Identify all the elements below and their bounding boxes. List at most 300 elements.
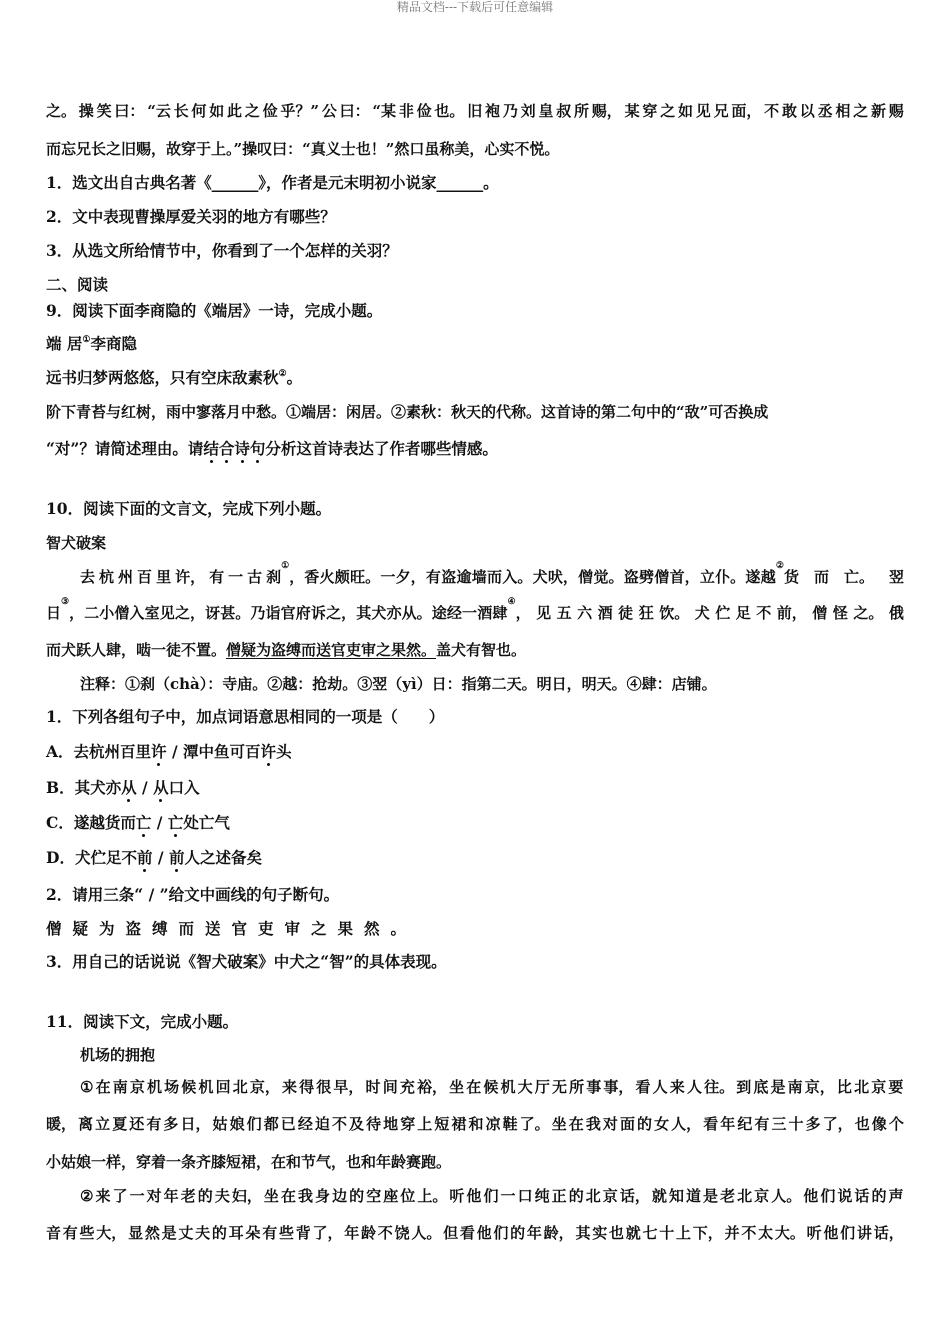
text-token: 新 (870, 102, 886, 120)
section-heading: 二、阅读 (46, 275, 109, 294)
text-token: 遂 (745, 568, 761, 586)
passage-10-line-1 (80, 561, 904, 588)
text-token: 夕， (395, 568, 426, 586)
text-token: 逾 (456, 568, 472, 586)
text-token: 迫 (314, 1115, 330, 1133)
text-token: 耳 (228, 1224, 244, 1242)
text-token: 曰： (339, 102, 370, 120)
text-token: 其 (575, 1224, 591, 1242)
text-token: 候 (181, 1078, 197, 1096)
text-token: 厅 (534, 1078, 550, 1096)
segment (516, 602, 904, 624)
text-token: 如 (677, 102, 693, 120)
option-c[interactable] (46, 812, 904, 834)
text-token: 背 (295, 1224, 311, 1242)
poem-line-1 (46, 367, 904, 389)
text-token: 朵 (245, 1224, 261, 1242)
text-token: 也。 (434, 102, 465, 120)
text-token: 皇 (538, 102, 554, 120)
text-token: 日， (180, 1115, 211, 1133)
passage-11-line-1 (80, 1076, 904, 1098)
option-text: 人之述备矣 (184, 848, 262, 867)
text-token: 僧 (578, 568, 594, 586)
text-token: 以 (799, 102, 815, 120)
text-token: 一 (500, 1187, 516, 1205)
text-token: 途 (431, 604, 447, 622)
poem-title (46, 333, 904, 355)
segment (69, 602, 507, 624)
text-token: 穿 (642, 102, 658, 120)
text-token: 是 (703, 1187, 719, 1205)
text-token: 京， (249, 1078, 280, 1096)
text-token: 敢 (781, 102, 797, 120)
text-token: 五 (556, 604, 572, 622)
text-token: 一 (380, 568, 396, 586)
passage-11-line-3: 小姑娘一样，穿着一条齐膝短裙，在和节气，也和年龄赛跑。 (46, 1153, 452, 1171)
text-token: 十 (659, 1224, 675, 1242)
dotted-word: 许 (151, 742, 167, 761)
text-token: 俭 (262, 102, 278, 120)
text-token: 入 (129, 604, 145, 622)
text-token: 去 (80, 568, 96, 586)
text-token: 也 (608, 1224, 624, 1242)
text-token: 夫 (214, 1187, 230, 1205)
text-token: 货 (784, 568, 800, 586)
text-token: 暖， (46, 1115, 77, 1133)
text-token: 待 (366, 1115, 382, 1133)
text-token: 人。 (771, 1187, 802, 1205)
text-token: 我 (298, 1187, 314, 1205)
text-token: 穿 (400, 1115, 416, 1133)
text-token: 不 (756, 604, 772, 622)
text-token: 要 (888, 1078, 904, 1096)
passage-11-line-2 (46, 1113, 904, 1135)
footnote-mark: ② (775, 561, 784, 571)
text-token: 正 (551, 1187, 567, 1205)
text-token: 见 (536, 604, 552, 622)
text-token: 一 (462, 604, 478, 622)
text-token: 对 (602, 1115, 618, 1133)
text-token: 犬 (532, 568, 548, 586)
option-separator: / (152, 848, 169, 867)
text-token: 话 (854, 1187, 870, 1205)
passage-title: 智犬破案 (46, 534, 107, 552)
text-token: 京 (602, 1187, 618, 1205)
text-token: 边 (332, 1187, 348, 1205)
text-token: 女 (654, 1115, 670, 1133)
text-token: 何 (191, 102, 207, 120)
text-token: 身 (315, 1187, 331, 1205)
text-token: 火 (319, 568, 335, 586)
text-token: 诣 (265, 604, 281, 622)
text-token: 充 (399, 1078, 415, 1096)
option-separator: / (166, 742, 184, 761)
text-token: 多 (805, 1115, 821, 1133)
text-token: 伫 (715, 604, 731, 622)
text-token: 仆。 (715, 568, 746, 586)
text-token: 许， (175, 568, 206, 586)
text-token: 裕， (416, 1078, 447, 1096)
text-token: 非 (398, 102, 414, 120)
text-token: 而 (813, 568, 829, 586)
option-label: D． (46, 848, 75, 867)
passage-10-line-2 (46, 597, 904, 624)
text-token: 的 (568, 1187, 584, 1205)
text-token: 不 (741, 1224, 757, 1242)
text-token: 有 (62, 1224, 78, 1242)
text-token: 他 (823, 1224, 839, 1242)
option-separator: / (151, 813, 168, 832)
poem-line-1-text: 远书归梦两悠悠，只有空床敌素秋 (46, 368, 279, 387)
text-token: 不 (377, 1224, 393, 1242)
passage-line-2: 而忘兄长之旧赐，故穿于上。”操叹曰：“真义士也！”然口虽称美，心实不悦。 (46, 140, 560, 158)
text-token: 犬 (371, 604, 387, 622)
text-token: 吠， (547, 568, 578, 586)
text-token: 候 (483, 1078, 499, 1096)
text-token: 年 (163, 1187, 179, 1205)
question-10-1: 1．下列各组句子中，加点词语意思相同的一项是（ ） (46, 707, 445, 726)
text-token: 诉 (310, 604, 326, 622)
text-token: 笑 (96, 102, 112, 120)
text-token: 在 (568, 1115, 584, 1133)
option-b[interactable] (46, 777, 904, 799)
text-token: 知 (668, 1187, 684, 1205)
text-token: 是 (770, 1078, 786, 1096)
text-token: 老 (720, 1187, 736, 1205)
q9-text-a: “对”？请简述理由。请 (46, 439, 204, 458)
text-token: 了 (112, 1187, 128, 1205)
question-10-2: 2．请用三条“ / ”给文中画线的句子断句。 (46, 885, 340, 904)
text-token: 足 (735, 604, 751, 622)
text-token: 七 (642, 1224, 658, 1242)
text-token: 僧 (812, 604, 828, 622)
text-token: 像 (871, 1115, 887, 1133)
text-token: 劈 (639, 568, 655, 586)
text-token: 年 (526, 1224, 542, 1242)
text-token: 看 (459, 1224, 475, 1242)
text-token: “云 (147, 102, 171, 120)
text-token: 离 (78, 1115, 94, 1133)
text-token: 丈 (178, 1224, 194, 1242)
text-token: 口 (517, 1187, 533, 1205)
text-token: 京 (871, 1078, 887, 1096)
text-token: 对 (146, 1187, 162, 1205)
text-token: 机 (147, 1078, 163, 1096)
text-token: 墙 (471, 568, 487, 586)
text-token: 亦 (386, 604, 402, 622)
text-token: 犬 (694, 604, 710, 622)
q8-1-text-b: 》，作者是元末明初小说家 (258, 173, 437, 192)
text-token: 年 (344, 1224, 360, 1242)
text-token: 大 (517, 1078, 533, 1096)
text-token: 在 (280, 1187, 296, 1205)
text-token: 盗 (441, 568, 457, 586)
text-token: 的 (349, 1187, 365, 1205)
text-token: 他 (466, 1187, 482, 1205)
text-token: 北 (585, 1187, 601, 1205)
text-token: ① (80, 1078, 94, 1096)
passage-11-line-5 (46, 1222, 904, 1244)
text-token: 裙 (451, 1115, 467, 1133)
text-token: 有 (209, 568, 225, 586)
passage-11-title: 机场的拥抱 (80, 1046, 156, 1064)
poem-title-text: 端 居 (46, 334, 83, 353)
text-token: 立 (95, 1115, 111, 1133)
text-token: 州 (118, 568, 134, 586)
dotted-word: 许 (260, 742, 277, 761)
emphasis-char: 结 (203, 439, 219, 458)
text-token: 之 (244, 102, 260, 120)
text-token: 不 (331, 1115, 347, 1133)
text-token: 甚。 (220, 604, 251, 622)
text-token: 个 (888, 1115, 904, 1133)
segment (80, 566, 281, 588)
text-token: 机 (198, 1078, 214, 1096)
footnote-mark: ① (82, 335, 91, 345)
text-token: 北 (232, 1078, 248, 1096)
question-10-3: 3．用自己的话说说《智犬破案》中犬之“智”的具体表现。 (46, 952, 447, 971)
option-d[interactable] (46, 847, 904, 869)
question-8-3: 3．从选文所给情节中，你看到了一个怎样的关羽？ (46, 241, 398, 260)
text-token: 的 (510, 1224, 526, 1242)
text-token: 座 (383, 1187, 399, 1205)
text-token: 大， (96, 1224, 127, 1242)
text-token: 并 (724, 1224, 740, 1242)
text-token: 有 (425, 568, 441, 586)
text-token: 乃 (502, 102, 518, 120)
text-token: 空 (366, 1187, 382, 1205)
text-token: 赐， (591, 102, 622, 120)
footnote-mark: ② (278, 369, 287, 379)
text-token: 旧 (467, 102, 483, 120)
text-token: 话， (619, 1187, 650, 1205)
text-token: 而 (487, 568, 503, 586)
text-token: 袍 (485, 102, 501, 120)
text-token: 十 (788, 1115, 804, 1133)
text-token: 在 (95, 1078, 111, 1096)
emphasis-char: 句 (249, 439, 266, 458)
q8-1-text-c: 。 (483, 173, 499, 192)
text-token: 们 (483, 1187, 499, 1205)
segment: 日 (46, 604, 62, 622)
segment: 盖犬有智也。 (436, 641, 527, 659)
text-token: 间 (382, 1078, 398, 1096)
text-token: 底 (753, 1078, 769, 1096)
text-token: 了， (822, 1115, 853, 1133)
dotted-word: 前 (136, 848, 153, 867)
option-separator: / (136, 778, 154, 797)
text-token: 人， (671, 1115, 702, 1133)
text-token: 南 (112, 1078, 128, 1096)
text-token: 年 (720, 1115, 736, 1133)
text-token: 僧 (654, 568, 670, 586)
text-token: 六 (577, 604, 593, 622)
text-token: 些 (79, 1224, 95, 1242)
text-token: 龄 (361, 1224, 377, 1242)
text-token: 都 (263, 1115, 279, 1133)
text-token: 相 (835, 102, 851, 120)
text-token: 也 (854, 1115, 870, 1133)
text-token: 京 (754, 1187, 770, 1205)
text-token: 人 (652, 1078, 668, 1096)
text-token: 龄， (543, 1224, 574, 1242)
text-token: 面 (619, 1115, 635, 1133)
text-token: 老 (180, 1187, 196, 1205)
text-token: 赐 (888, 102, 904, 120)
text-token: 颇 (334, 568, 350, 586)
text-token: 所 (569, 1078, 585, 1096)
text-token: 其 (356, 604, 372, 622)
text-token: 翌 (888, 568, 904, 586)
text-token: 丞 (817, 102, 833, 120)
text-token: 首， (669, 568, 700, 586)
annotation: 注释：①刹（chà）：寺庙。②越：抢劫。③翌（yì）日：指第二天。明日，明天。④肆：店铺。 (80, 675, 717, 693)
option-text: 口入 (168, 778, 200, 797)
text-token: 酒 (597, 604, 613, 622)
text-token: 回 (215, 1078, 231, 1096)
text-token: 来 (669, 1078, 685, 1096)
answer-blank-author[interactable]: ______ (436, 173, 484, 192)
poem-author: 李商隐 (90, 334, 137, 353)
text-token: 姑 (212, 1115, 228, 1133)
sentence-to-punctuate: 僧疑为盗缚而送官吏审之果然。 (46, 919, 418, 938)
text-token: 有 (262, 1224, 278, 1242)
text-token: 怪 (832, 604, 848, 622)
text-token: 讲 (856, 1224, 872, 1242)
dotted-emphasis (203, 439, 265, 458)
text-token: 面， (731, 102, 762, 120)
text-token: 盗 (623, 568, 639, 586)
passage-10-line-3 (46, 639, 904, 661)
text-token: 见 (159, 604, 175, 622)
text-token: 某 (624, 102, 640, 120)
text-token: 短 (434, 1115, 450, 1133)
text-token: 上 (417, 1115, 433, 1133)
text-token: 北 (737, 1187, 753, 1205)
question-10-intro: 10．阅读下面的文言文，完成下列小题。 (46, 499, 332, 518)
text-token: 鞋 (502, 1115, 518, 1133)
text-token: 上 (676, 1224, 692, 1242)
option-text: 遂越货而 (73, 813, 136, 832)
text-token: 的 (211, 1224, 227, 1242)
text-token: 饮。 (659, 604, 690, 622)
option-text: 去杭州百里 (73, 742, 152, 761)
text-token: 有 (754, 1115, 770, 1133)
q9-text-b: 分析这首诗表达了作者哪些情感。 (265, 439, 498, 458)
text-token: 之。 (46, 102, 77, 120)
dotted-word: 亡 (167, 813, 184, 832)
text-token: 来 (281, 1078, 297, 1096)
text-token: 坐 (263, 1187, 279, 1205)
option-a[interactable] (46, 741, 904, 763)
text-token: 僧 (114, 604, 130, 622)
text-token: 就 (625, 1224, 641, 1242)
text-token: 之， (326, 604, 357, 622)
question-8-2: 2．文中表现曹操厚爱关羽的地方有哪些？ (46, 207, 336, 226)
text-token: ，香 (289, 568, 320, 586)
text-token: 官 (280, 604, 296, 622)
text-token: 的 (871, 1187, 887, 1205)
text-token: 他 (476, 1224, 492, 1242)
text-token: 话， (873, 1224, 904, 1242)
poem-line-1-end: 。 (286, 368, 303, 387)
text-token: 狂 (638, 604, 654, 622)
text-token: 太 (758, 1224, 774, 1242)
question-9-intro: 9．阅读下面李商隐的《端居》一诗，完成小题。 (46, 301, 383, 320)
text-token: 人 (686, 1078, 702, 1096)
text-token: 了。 (519, 1115, 550, 1133)
text-token: 机 (500, 1078, 516, 1096)
text-token: 乎？” (280, 102, 320, 120)
footnote-mark: ④ (507, 597, 516, 607)
text-token: 然 (144, 1224, 160, 1242)
text-token: 纯 (534, 1187, 550, 1205)
text-token: 们 (820, 1187, 836, 1205)
segment (289, 566, 776, 588)
text-token: 场 (164, 1078, 180, 1096)
option-text: 处亡气 (183, 813, 230, 832)
text-token: 前， (776, 604, 807, 622)
dotted-word: 前 (168, 848, 185, 867)
text-token: 显 (128, 1224, 144, 1242)
q8-1-text-a: 1．选文出自古典名著《 (46, 173, 212, 192)
text-token: 里 (156, 568, 172, 586)
text-token: 们 (840, 1224, 856, 1242)
text-token: 得 (299, 1078, 315, 1096)
passage-11-line-4 (80, 1185, 904, 1207)
option-text: 犬伫足不 (74, 848, 137, 867)
text-token: 肆 (492, 604, 508, 622)
text-token: 经 (297, 1115, 313, 1133)
text-token: 所 (574, 102, 590, 120)
text-token: 些 (278, 1224, 294, 1242)
text-token: 和 (468, 1115, 484, 1133)
text-token: ，二 (69, 604, 100, 622)
text-token: 如 (209, 102, 225, 120)
text-token: ， (515, 604, 531, 622)
text-token: “某 (372, 102, 397, 120)
text-token: 大。 (774, 1224, 805, 1242)
text-token: 来 (95, 1187, 111, 1205)
text-token: 事 (586, 1078, 602, 1096)
text-token: 杭 (99, 568, 115, 586)
text-token: 夫 (195, 1224, 211, 1242)
text-token: 到 (736, 1078, 752, 1096)
text-token: ② (80, 1187, 94, 1205)
text-token: 南 (787, 1078, 803, 1096)
text-token: 曰： (114, 102, 145, 120)
text-token: 道 (685, 1187, 701, 1205)
text-token: 及 (349, 1115, 365, 1133)
text-token: 府 (295, 604, 311, 622)
text-token: 乃 (250, 604, 266, 622)
option-text: 潭中鱼可百 (183, 742, 261, 761)
text-token: 小 (99, 604, 115, 622)
answer-blank-book[interactable]: ______ (211, 173, 259, 192)
text-token: 京， (804, 1078, 835, 1096)
text-token: 公 (321, 102, 337, 120)
text-token: 看 (635, 1078, 651, 1096)
text-token: 经 (446, 604, 462, 622)
text-token: 刹 (266, 568, 282, 586)
text-token: 见 (695, 102, 711, 120)
segment (784, 566, 904, 588)
question-11-intro: 11．阅读下文，完成小题。 (46, 1012, 239, 1031)
text-token: 说 (837, 1187, 853, 1205)
text-token: 坐 (449, 1078, 465, 1096)
text-token: 之 (660, 102, 676, 120)
text-token: 从。 (401, 604, 432, 622)
